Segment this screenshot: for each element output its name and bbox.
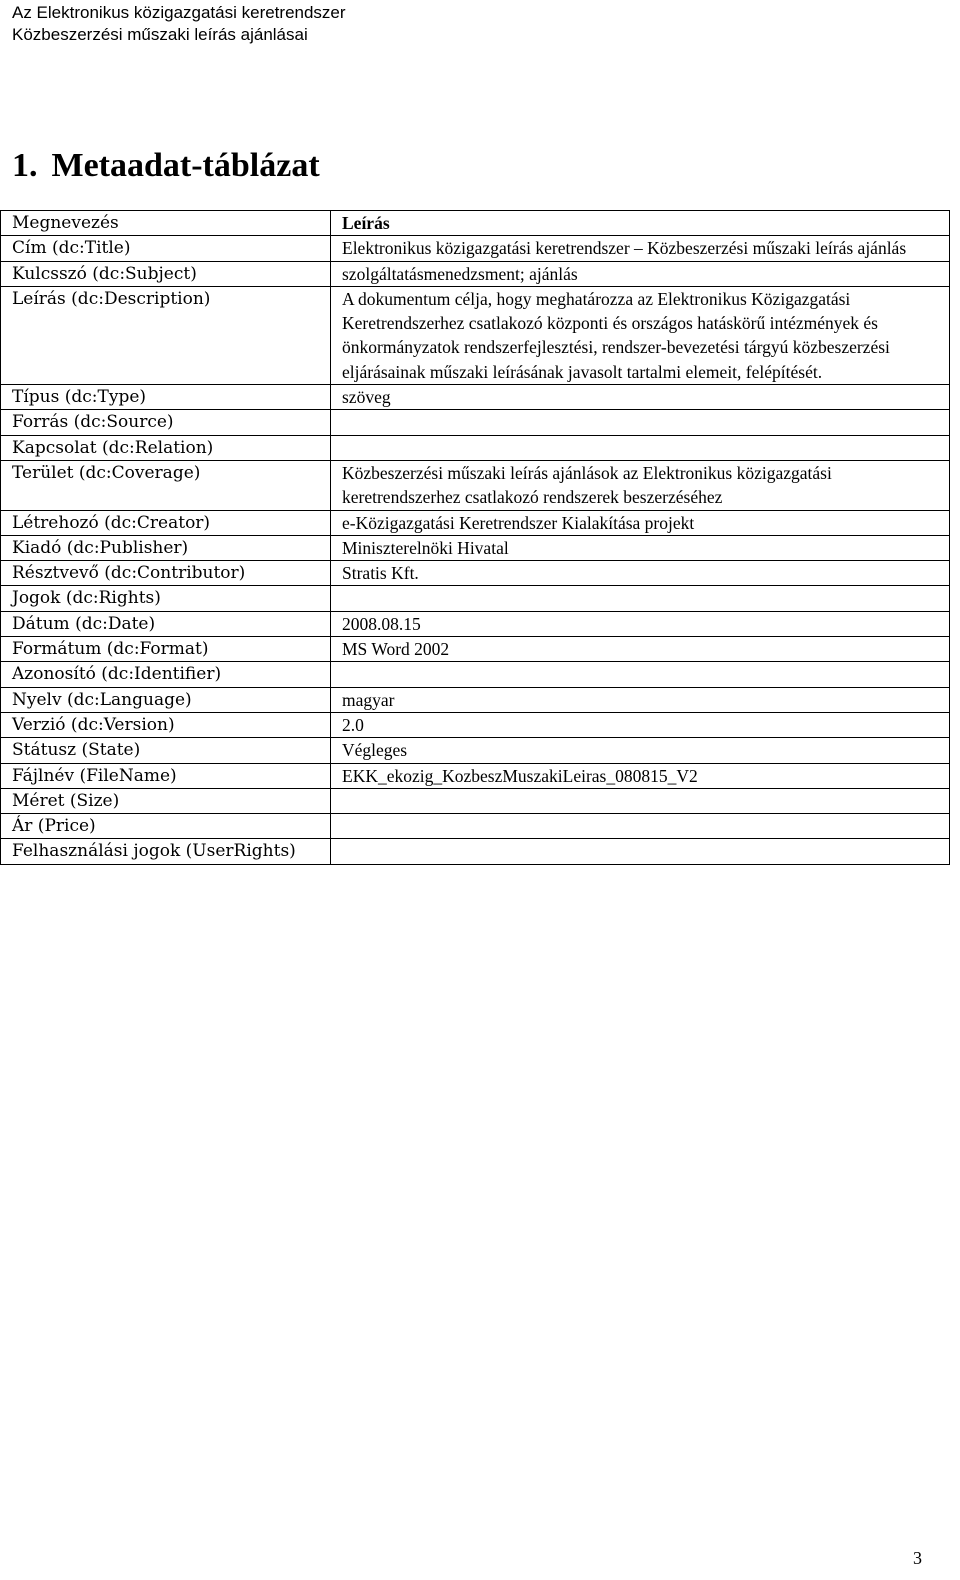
section-number: 1. xyxy=(12,147,38,184)
table-cell-key: Dátum (dc:Date) xyxy=(1,611,331,636)
table-row xyxy=(1,236,950,261)
table-row xyxy=(1,738,950,763)
metadata-table xyxy=(0,210,950,865)
table-row xyxy=(1,763,950,788)
section-heading xyxy=(12,144,320,188)
table-cell-key: Formátum (dc:Format) xyxy=(1,637,331,662)
table-row xyxy=(1,712,950,737)
table-cell-value xyxy=(331,435,950,460)
running-header xyxy=(12,2,346,46)
page-number: 3 xyxy=(913,1548,922,1568)
table-cell-value: Végleges xyxy=(331,738,950,763)
table-cell-value: magyar xyxy=(331,687,950,712)
table-cell-value xyxy=(331,410,950,435)
table-row xyxy=(1,839,950,864)
table-row xyxy=(1,410,950,435)
table-cell-value: e-Közigazgatási Keretrendszer Kialakítása projekt xyxy=(331,510,950,535)
table-cell-key: Kiadó (dc:Publisher) xyxy=(1,535,331,560)
table-cell-key: Fájlnév (FileName) xyxy=(1,763,331,788)
table-cell-value: Leírás xyxy=(331,211,950,236)
table-cell-key: Terület (dc:Coverage) xyxy=(1,460,331,510)
table-cell-value: Közbeszerzési műszaki leírás ajánlások az Elektronikus közigazgatási keretrendszerhez csatlakozó rendszerek beszerzéséhez xyxy=(331,460,950,510)
table-row xyxy=(1,662,950,687)
table-cell-key: Típus (dc:Type) xyxy=(1,385,331,410)
table-cell-key: Méret (Size) xyxy=(1,788,331,813)
table-row xyxy=(1,687,950,712)
table-cell-key: Forrás (dc:Source) xyxy=(1,410,331,435)
table-cell-value: A dokumentum célja, hogy meghatározza az Elektronikus Közigazgatási Keretrendszerhez csatlakozó központi és országos hatáskörű intézmények és önkormányzatok rendszerfejlesztési, rendszer-bevezetési tárgyú közbeszerzési eljárásainak műszaki leírásának javasolt tartalmi elemeit, felépítését. xyxy=(331,286,950,384)
table-cell-key: Létrehozó (dc:Creator) xyxy=(1,510,331,535)
table-cell-key: Kapcsolat (dc:Relation) xyxy=(1,435,331,460)
table-cell-value xyxy=(331,814,950,839)
table-cell-value: 2.0 xyxy=(331,712,950,737)
table-cell-key: Felhasználási jogok (UserRights) xyxy=(1,839,331,864)
table-row xyxy=(1,435,950,460)
table-row xyxy=(1,814,950,839)
table-cell-value: szöveg xyxy=(331,385,950,410)
table-cell-key: Azonosító (dc:Identifier) xyxy=(1,662,331,687)
table-row xyxy=(1,385,950,410)
running-header-line-1: Az Elektronikus közigazgatási keretrendszer xyxy=(12,3,346,22)
table-row xyxy=(1,561,950,586)
table-cell-value xyxy=(331,662,950,687)
table-cell-key: Jogok (dc:Rights) xyxy=(1,586,331,611)
table-row xyxy=(1,261,950,286)
table-row xyxy=(1,611,950,636)
table-row xyxy=(1,586,950,611)
table-cell-key: Ár (Price) xyxy=(1,814,331,839)
table-row xyxy=(1,460,950,510)
table-cell-value: Stratis Kft. xyxy=(331,561,950,586)
table-cell-key: Cím (dc:Title) xyxy=(1,236,331,261)
table-cell-value: Miniszterelnöki Hivatal xyxy=(331,535,950,560)
table-cell-key: Kulcsszó (dc:Subject) xyxy=(1,261,331,286)
table-header-row xyxy=(1,211,950,236)
table-cell-value: MS Word 2002 xyxy=(331,637,950,662)
table-cell-value: Elektronikus közigazgatási keretrendszer – Közbeszerzési műszaki leírás ajánlás xyxy=(331,236,950,261)
table-cell-value: 2008.08.15 xyxy=(331,611,950,636)
table-row xyxy=(1,510,950,535)
table-row xyxy=(1,535,950,560)
table-row xyxy=(1,286,950,384)
table-row xyxy=(1,788,950,813)
table-cell-value xyxy=(331,788,950,813)
table-cell-value: EKK_ekozig_KozbeszMuszakiLeiras_080815_V2 xyxy=(331,763,950,788)
table-cell-value xyxy=(331,586,950,611)
table-cell-key: Leírás (dc:Description) xyxy=(1,286,331,384)
table-row xyxy=(1,637,950,662)
table-cell-key: Státusz (State) xyxy=(1,738,331,763)
section-title-text: Metaadat-táblázat xyxy=(51,147,320,184)
running-header-line-2: Közbeszerzési műszaki leírás ajánlásai xyxy=(12,25,308,44)
table-cell-key: Megnevezés xyxy=(1,211,331,236)
table-cell-value xyxy=(331,839,950,864)
table-cell-key: Résztvevő (dc:Contributor) xyxy=(1,561,331,586)
table-cell-key: Verzió (dc:Version) xyxy=(1,712,331,737)
table-cell-value: szolgáltatásmenedzsment; ajánlás xyxy=(331,261,950,286)
table-cell-key: Nyelv (dc:Language) xyxy=(1,687,331,712)
